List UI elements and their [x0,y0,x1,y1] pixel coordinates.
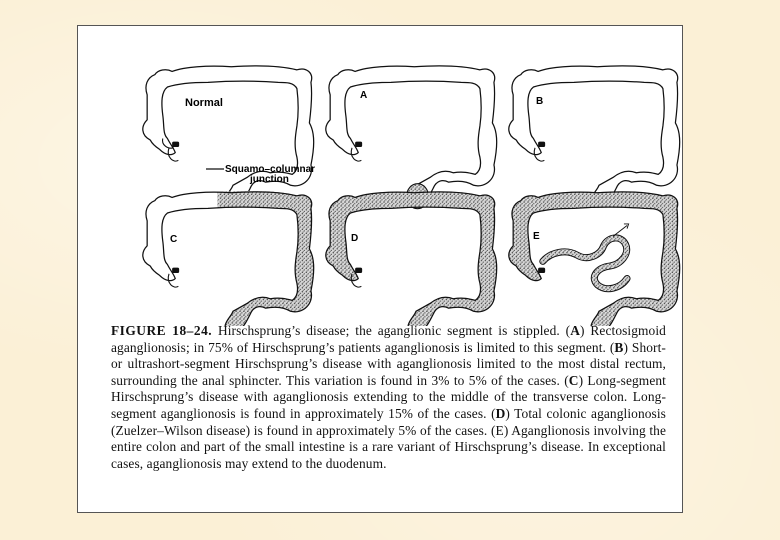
label-b: B [536,96,544,107]
panel-d [326,192,497,326]
annotation-line1: Squamo–columnar [225,164,316,175]
label-d: D [351,233,359,244]
panel-normal [143,66,314,207]
label-e: E [533,231,540,242]
label-a: A [360,90,368,101]
caption-marker-b: B [614,339,624,355]
annotation-line2: junction [250,174,289,185]
panel-c [143,191,314,326]
figure-caption [111,323,666,472]
caption-text-5: ) Total colonic aganglionosis (Zuelzer–Wilson disease) is found in approximately 5% of the cases. (E) Aganglionosis involving the entire colon and part of the small intestine is a rare variant of Hirschsprung’s disease. In exceptional cases, aganglionosis may extend to the duodenum. [111,405,666,471]
caption-marker-d: D [495,405,506,421]
panel-b [509,66,680,207]
caption-marker-c: C [568,372,579,388]
label-normal: Normal [185,97,223,109]
label-c: C [170,234,178,245]
panel-a [326,66,497,209]
caption-text-2: ) Rectosigmoid aganglionosis; in 75% of Hirschsprung’s patients aganglionosis is limited to this segment. ( [111,323,666,355]
caption-text-1: Hirschsprung’s disease; the aganglionic segment is stippled. ( [212,323,571,338]
colon-diagrams [78,26,684,326]
caption-text-3: ) Short- or ultrashort-segment Hirschsprung’s disease with aganglionosis limited to the most distal rectum, surrounding the anal sphincter. This variation is found in 3% to 5% of the cases. ( [111,339,666,388]
caption-label: FIGURE 18–24. [111,323,213,338]
caption-text-4: ) Long-segment Hirschsprung’s disease with aganglionosis extending to the middle of the transverse colon. Long-segment aganglionosis is found in approximately 15% of the cases. ( [111,372,666,421]
caption-marker-a: A [570,323,580,338]
figure-card [77,25,683,513]
panel-e [509,192,680,326]
